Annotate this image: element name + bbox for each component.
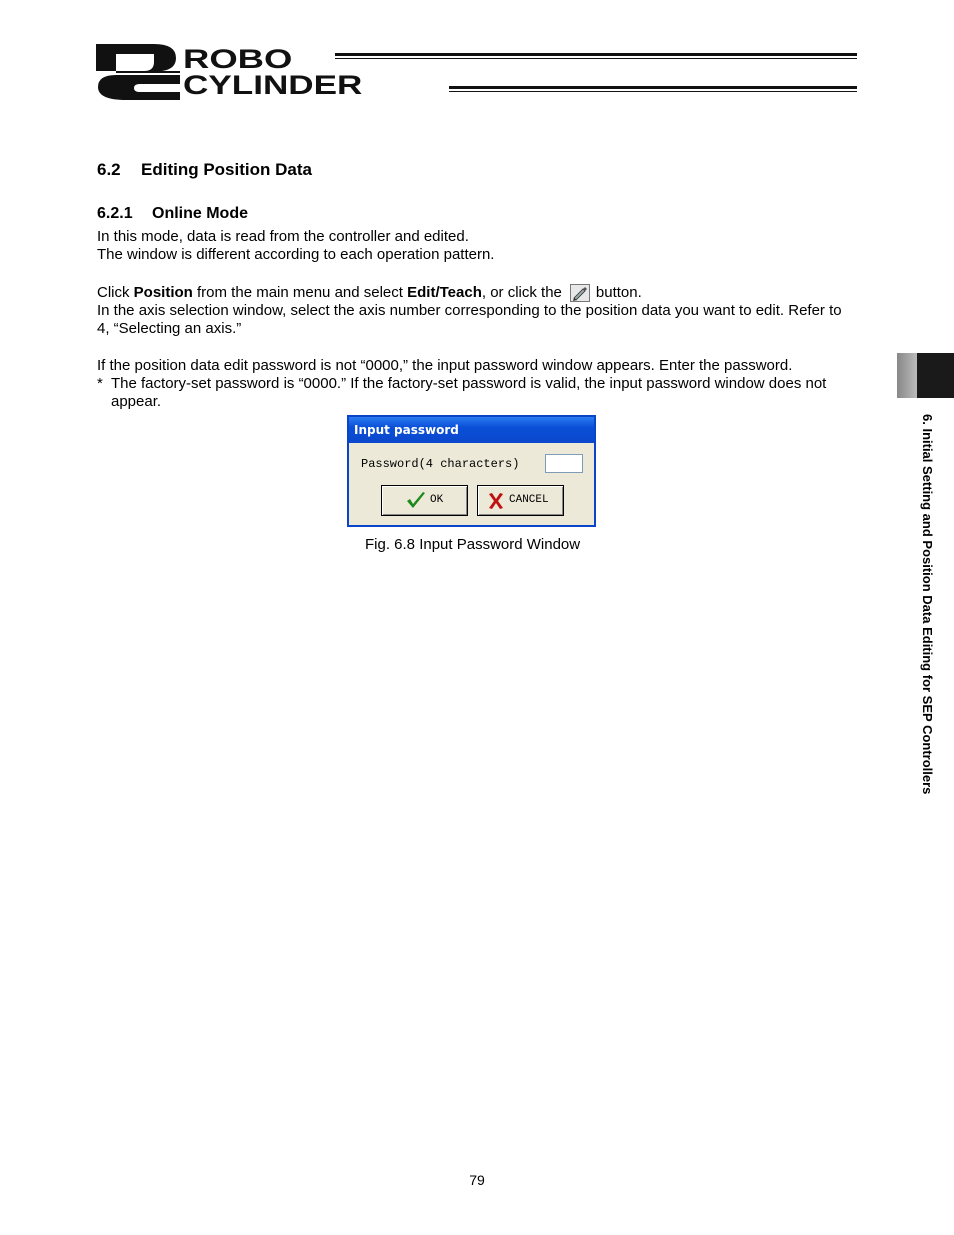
subsection-number: 6.2.1 xyxy=(97,205,133,222)
chapter-tab-dark xyxy=(917,353,954,398)
header-rule xyxy=(335,53,857,56)
chapter-side-title xyxy=(917,414,939,874)
header-rule xyxy=(449,86,857,89)
cancel-label: CANCEL xyxy=(509,494,549,506)
cancel-button[interactable] xyxy=(477,485,564,516)
text-line: In the axis selection window, select the axis number corresponding to the position data you want to edit. Refer to 4, “Selecting an axis.” xyxy=(97,302,842,337)
figure-caption: Fig. 6.8 Input Password Window xyxy=(365,536,581,553)
ok-button[interactable] xyxy=(381,485,468,516)
ok-label: OK xyxy=(430,494,444,506)
text-run: Click xyxy=(97,284,134,301)
dialog-title: Input password xyxy=(349,417,594,443)
check-icon xyxy=(406,492,426,510)
paragraph-mode-intro xyxy=(97,228,857,264)
section-heading xyxy=(97,160,312,180)
input-password-dialog xyxy=(347,415,596,527)
pencil-icon xyxy=(571,285,589,301)
section-number: 6.2 xyxy=(97,160,121,179)
note-factory-password xyxy=(97,375,857,411)
menu-name-position: Position xyxy=(133,284,193,301)
header-rule xyxy=(449,91,857,92)
section-title: Editing Position Data xyxy=(141,160,312,179)
password-label: Password(4 characters) xyxy=(361,457,520,471)
text-line: The window is different according to each operation pattern. xyxy=(97,246,495,263)
text-run: button. xyxy=(595,284,642,301)
text-line xyxy=(97,284,857,302)
robo-cylinder-rc-logo xyxy=(96,42,180,100)
note-marker: * xyxy=(97,375,103,392)
logo-text-robo: ROBO xyxy=(183,44,293,74)
close-icon xyxy=(488,492,504,510)
chapter-side-title-text: 6. Initial Setting and Position Data Editing for SEP Controllers xyxy=(920,414,935,795)
password-input[interactable] xyxy=(545,454,583,473)
text-line: In this mode, data is read from the controller and edited. xyxy=(97,228,469,245)
note-text: The factory-set password is “0000.” If the factory-set password is valid, the input password window does not appear. xyxy=(111,375,827,410)
chapter-tab-light xyxy=(897,353,917,398)
paragraph-instructions xyxy=(97,284,857,338)
text-run: from the main menu and select xyxy=(192,284,408,301)
subsection-title: Online Mode xyxy=(152,205,248,222)
header-rule xyxy=(335,58,857,59)
logo-text-cylinder: CYLINDER xyxy=(183,70,363,100)
menu-name-edit-teach: Edit/Teach xyxy=(407,284,482,301)
subsection-heading xyxy=(97,205,248,223)
text-run: , or click the xyxy=(481,284,562,301)
page-number: 79 xyxy=(469,1172,485,1188)
edit-teach-toolbar-button xyxy=(570,284,590,302)
paragraph-password: If the position data edit password is not “0000,” the input password window appears. Enter the password. xyxy=(97,357,793,374)
